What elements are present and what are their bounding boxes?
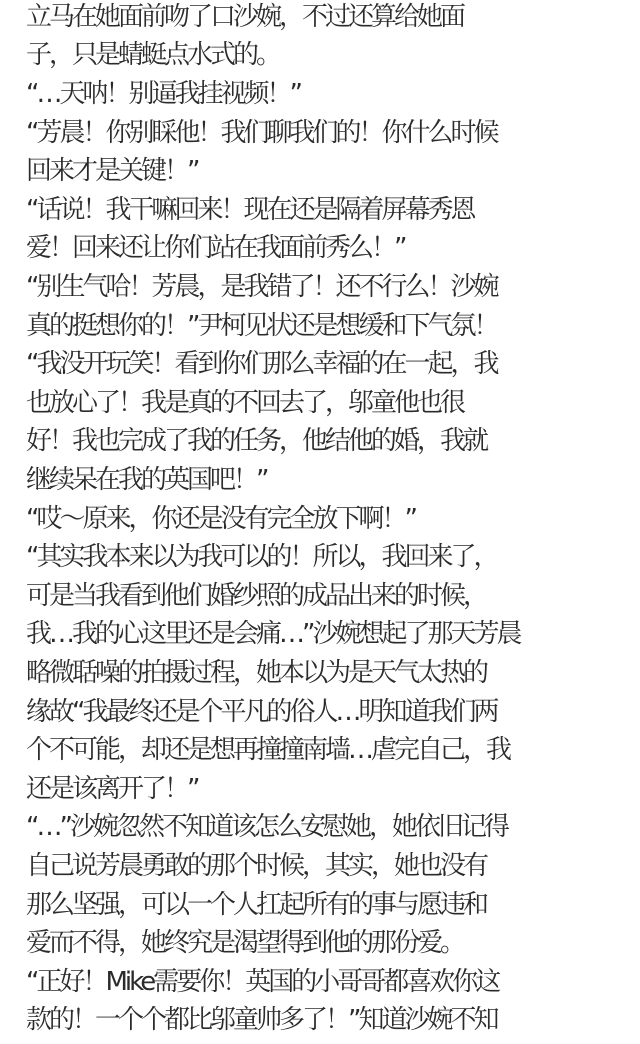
text-line: 款的！一个个都比邬童帅多了！”知道沙婉不知 [26,1005,497,1035]
text-line: 爱而不得，她终究是渴望得到他的那份爱。 [26,928,464,958]
text-line: 回来才是关键！” [26,156,198,186]
text-line: 立马在她面前吻了口沙婉，不过还算给她面 [26,2,464,32]
text-line: “芳晨！你别睬他！我们聊我们的！你什么时候 [26,118,497,148]
text-line: 那么坚强，可以一个人扛起所有的事与愿违和 [26,890,487,920]
text-line: “…”沙婉忽然不知道该怎么安慰她，她依旧记得 [26,812,507,842]
text-line: 自己说芳晨勇敢的那个时候，其实，她也没有 [26,851,487,881]
text-line: 子，只是蜻蜓点水式的。 [26,40,280,70]
text-line: “正好！Mike需要你！英国的小哥哥都喜欢你这 [26,967,499,997]
text-line: “哎～原来，你还是没有完全放下啊！” [26,504,415,534]
text-line: “…天呐！别逼我挂视频！” [26,79,300,109]
text-line: 个不可能，却还是想再撞撞南墙…虐完自己，我 [26,735,510,765]
text-line: 继续呆在我的英国吧！” [26,465,267,495]
text-line: 也放心了！我是真的不回去了，邬童他也很 [26,388,464,418]
text-line: “其实我本来以为我可以的！所以，我回来了， [26,542,497,572]
text-line: “话说！我干嘛回来！现在还是隔着屏幕秀恩 [26,195,474,225]
text-line: “别生气哈！芳晨，是我错了！还不行么！沙婉 [26,272,497,302]
text-line: 我…我的心这里还是会痛…”沙婉想起了那天芳晨 [26,619,520,649]
text-line: 略微聒噪的拍摄过程，她本以为是天气太热的 [26,658,487,688]
text-line: 缘故“我最终还是个平凡的俗人…明知道我们两 [26,697,497,727]
text-line: 可是当我看到他们婚纱照的成品出来的时候， [26,581,487,611]
text-line: 还是该离开了！” [26,774,198,804]
text-line: 真的挺想你的！”尹柯见状还是想缓和下气氛！ [26,311,497,341]
text-line: “我没开玩笑！看到你们那么幸福的在一起，我 [26,349,497,379]
text-line: 爱！回来还让你们站在我面前秀么！” [26,233,405,263]
text-line: 好！我也完成了我的任务，他结他的婚，我就 [26,426,487,456]
